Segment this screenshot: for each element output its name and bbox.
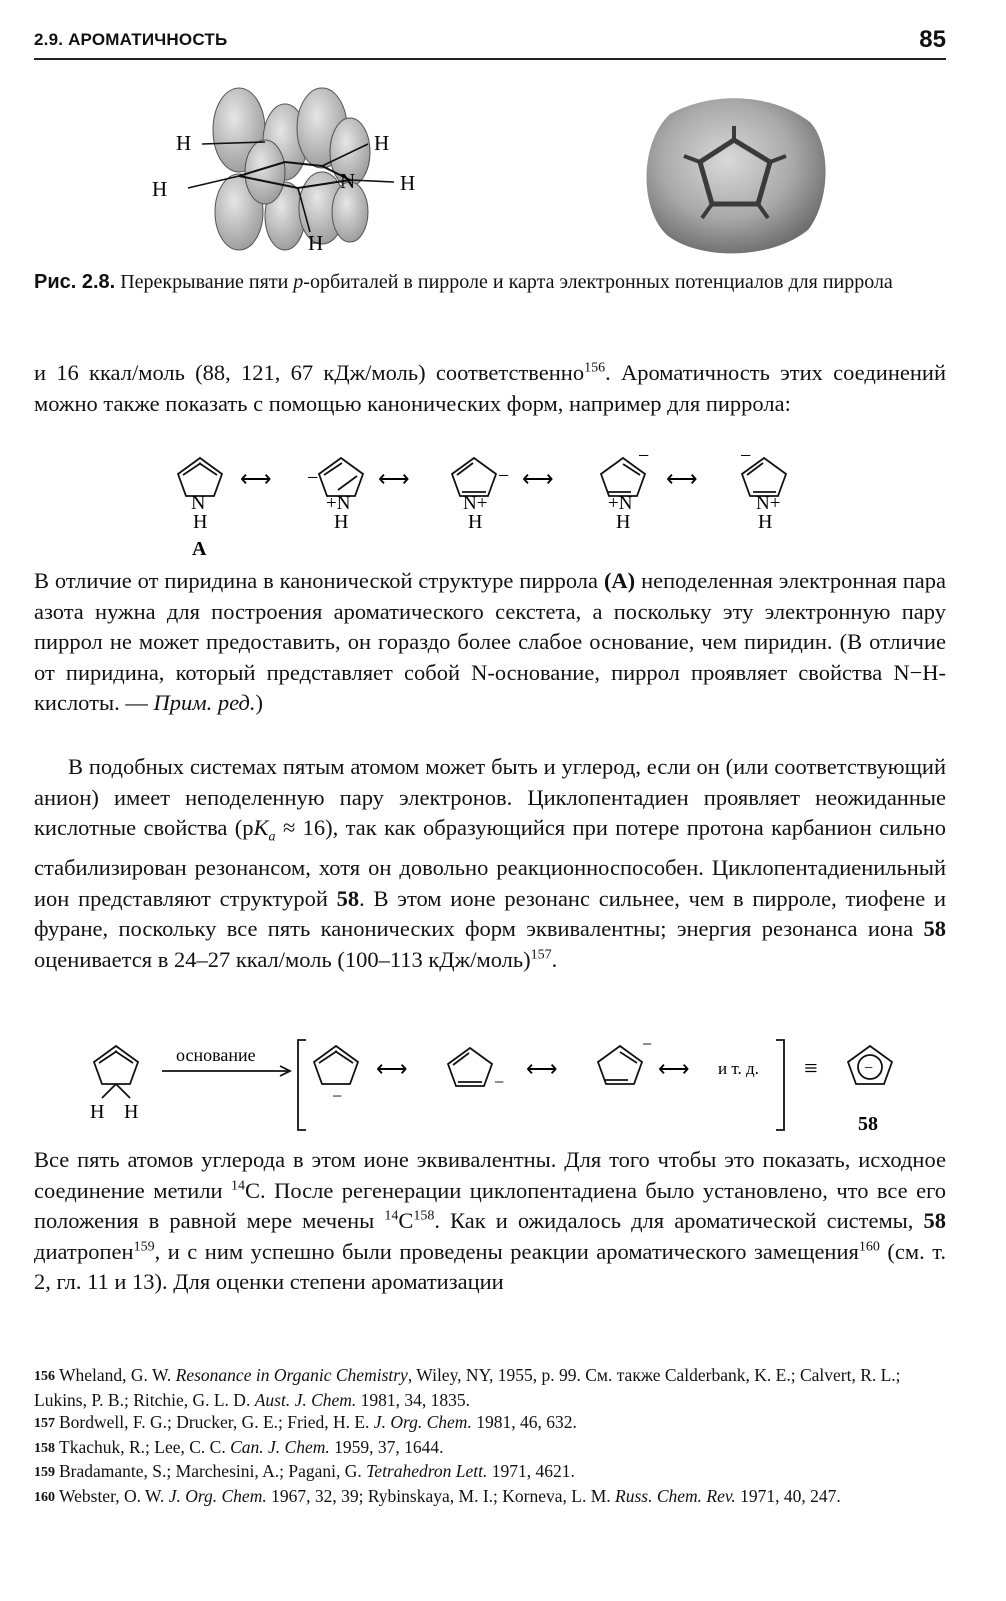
- atom-h-label: H: [400, 171, 416, 195]
- resonance-arrow: ⟷: [376, 1056, 408, 1081]
- reference-156: 156: [584, 360, 606, 376]
- resonance-arrow: ⟷: [526, 1056, 558, 1081]
- resonance-arrow: ⟷: [658, 1056, 690, 1081]
- reference-160: 160: [858, 1239, 880, 1254]
- atom-h-label: H: [176, 131, 192, 155]
- resonance-arrow: ⟷: [378, 466, 410, 491]
- paragraph: В подобных системах пятым атомом может быть и углерод, если он (или соответствующий анион) имеет неподеленную пару электронов. Циклопентадиен проявляет неожиданные кислотные свойства $(pK_a \approx 16)$, так как образующийся при потере протона карбанион сильно стабилизирован резонансом, хотя он довольно реакционноспособен. Циклопентадиенильный ион представляют структурой 58. В этом ионе резонанс сильнее, чем в пирроле, тиофене и фуране, поскольку все пять канонических форм эквивалентны; энергия резонанса иона 58 оценивается в 24–27 ккал/моль (100–113 кДж/моль)$^{157}$.: [34, 754, 946, 972]
- charge-minus: −: [494, 1072, 505, 1092]
- reagent-label: основание: [176, 1045, 256, 1065]
- footnote: 159 Bradamante, S.; Marchesini, A.; Pagani, G. Tetrahedron Lett. 1971, 4621.: [34, 1461, 575, 1481]
- charge-minus: −: [332, 1086, 343, 1106]
- footnote: 157 Bordwell, F. G.; Drucker, G. E.; Fried, H. E. J. Org. Chem. 1981, 46, 632.: [34, 1412, 577, 1432]
- resonance-arrow: ⟷: [240, 466, 272, 491]
- structure-label-a: A: [192, 538, 207, 560]
- footnotes: [34, 1364, 946, 1509]
- reference-158: 158: [413, 1208, 435, 1224]
- cyclopentadienyl-scheme: [80, 1036, 920, 1144]
- charge-minus: −: [740, 450, 752, 467]
- paragraph: В отличие от пиридина в канонической структуре пиррола (A) неподеленная электронная пара азота нужна для построения ароматического секстета, а поскольку эту электронную пару пиррол не может предоставить, он гораздо более слабое основание, чем пиридин. (В отличие от пиридина, который представляет собой N-основание, пиррол проявляет свойства N−H-кислоты. — Прим. ред.): [34, 568, 946, 715]
- atom-h-label: H: [616, 511, 631, 533]
- header-rule: [34, 58, 946, 60]
- structure-label-58: 58: [858, 1113, 878, 1135]
- atom-h-label: H: [152, 177, 168, 201]
- equivalence-sign: ≡: [804, 1056, 818, 1082]
- atom-h-label: H: [468, 511, 483, 533]
- electron-potential-map: [634, 88, 832, 260]
- running-title: 2.9. АРОМАТИЧНОСТЬ: [34, 30, 228, 49]
- atom-h-label: H: [90, 1101, 105, 1123]
- atom-n-plus-label: N+: [463, 493, 488, 514]
- atom-h-label: H: [334, 511, 349, 533]
- figure-caption: Рис. 2.8. Перекрывание пяти p-орбиталей в пирроле и карта электронных потенциалов для пиррола: [34, 271, 893, 293]
- atom-h-label: H: [758, 511, 773, 533]
- atom-n-label: N: [191, 492, 206, 514]
- atom-h-label: H: [124, 1101, 139, 1123]
- charge-minus: −: [642, 1036, 653, 1054]
- resonance-arrow: ⟷: [666, 466, 698, 491]
- reference-159: 159: [133, 1239, 155, 1254]
- pyrrole-resonance-scheme: [150, 450, 830, 560]
- atom-n-plus-label: N+: [756, 493, 781, 514]
- footnote: 158 Tkachuk, R.; Lee, C. C. Can. J. Chem. 1959, 37, 1644.: [34, 1436, 444, 1457]
- footnote: 160 Webster, O. W. J. Org. Chem. 1967, 32, 39; Rybinskaya, M. I.; Korneva, L. M. Russ. Chem. Rev. 1971, 40, 247.: [34, 1485, 841, 1506]
- atom-h-label: H: [193, 511, 208, 533]
- paragraph: и 16 ккал/моль (88, 121, 67 кДж/моль) соответственно$^{156}$. Ароматичность этих соединений можно также показать с помощью канонических форм, например для пиррола:: [34, 360, 946, 416]
- page-number: 85: [919, 26, 946, 53]
- paragraph: Все пять атомов углерода в этом ионе эквивалентны. Для того чтобы это показать, исходное соединение метили $^{14}$C. После регенерации циклопентадиена было установлено, что все его положения в равной мере мечены $^{14}C^{158}$. Как и ожидалось для ароматической системы, 58 диатропен$^{159}$, и с ним успешно были проведены реакции ароматического замещения$^{160}$ (см. т. 2, гл. 11 и 13). Для оценки степени ароматизации: [34, 1147, 947, 1294]
- charge-minus: −: [307, 467, 319, 489]
- atom-n-plus-label: +N: [608, 493, 633, 514]
- pyrrole-orbital-figure: [140, 84, 440, 266]
- reference-157: 157: [530, 947, 552, 962]
- atom-h-label: H: [308, 231, 324, 255]
- charge-minus: −: [638, 450, 650, 467]
- caption-label: Рис. 2.8.: [34, 271, 116, 293]
- atom-h-label: H: [374, 131, 390, 155]
- atom-n-label: N: [340, 169, 356, 193]
- etc-label: и т. д.: [718, 1059, 759, 1078]
- footnote: 156 Wheland, G. W. Resonance in Organic Chemistry, Wiley, NY, 1955, p. 99. См. также Calderbank, K. E.; Calvert, R. L.; Lukins, P. B.; Ritchie, G. L. D. Aust. J. Chem. 1981, 34, 1835.: [34, 1365, 901, 1410]
- charge-minus: −: [864, 1060, 874, 1077]
- resonance-arrow: ⟷: [522, 466, 554, 491]
- charge-minus: −: [498, 465, 510, 487]
- atom-n-plus-label: +N: [326, 493, 351, 514]
